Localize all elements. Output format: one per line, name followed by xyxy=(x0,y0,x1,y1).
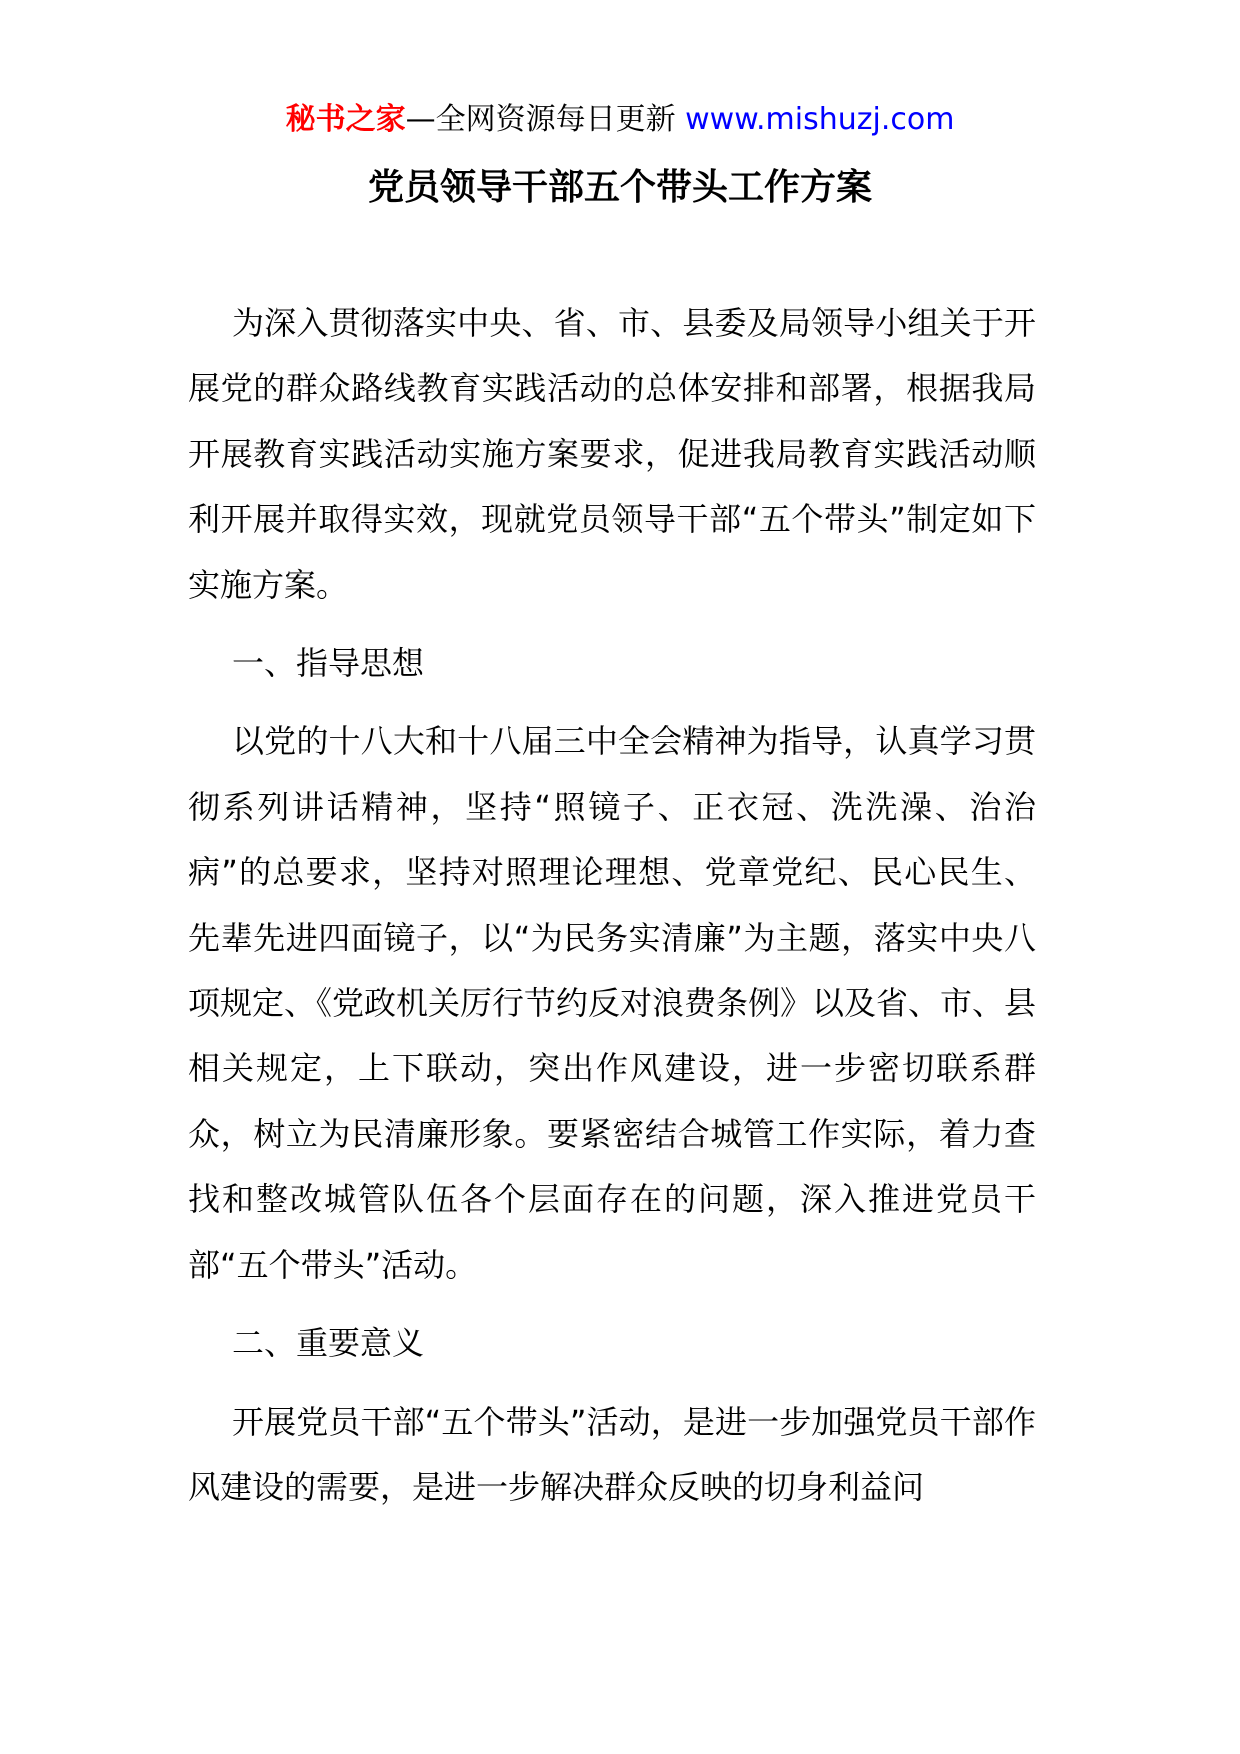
header-tagline: —全网资源每日更新 xyxy=(405,102,676,137)
site-name: 秘书之家 xyxy=(285,102,406,137)
guiding-ideology-paragraph: 以党的十八大和十八届三中全会精神为指导，认真学习贯彻系列讲话精神，坚持“照镜子、正衣冠、洗洗澡、治治病”的总要求，坚持对照理论理想、党章党纪、民心民生、先辈先进四面镜子，以“为民务实清廉”为主题，落实中央八项规定、《党政机关厉行节约反对浪费条例》以及省、市、县相关规定，上下联动，突出作风建设，进一步密切联系群众，树立为民清廉形象。要紧密结合城管工作实际，着力查找和整改城管队伍各个层面存在的问题，深入推进党员干部“五个带头”活动。 xyxy=(188,722,1037,1284)
section-heading-significance: 二、重要意义 xyxy=(232,1324,425,1363)
intro-paragraph: 为深入贯彻落实中央、省、市、县委及局领导小组关于开展党的群众路线教育实践活动的总体安排和部署，根据我局开展教育实践活动实施方案要求，促进我局教育实践活动顺利开展并取得实效，现就党员领导干部“五个带头”制定如下实施方案。 xyxy=(188,304,1036,604)
significance-paragraph: 开展党员干部“五个带头”活动，是进一步加强党员干部作风建设的需要，是进一步解决群众反映的切身利益问 xyxy=(188,1402,1036,1506)
site-url-link[interactable]: www.mishuzj.com xyxy=(685,102,955,137)
section-heading-guiding-ideology: 一、指导思想 xyxy=(232,644,425,683)
page-header xyxy=(0,100,1240,140)
document-title: 党员领导干部五个带头工作方案 xyxy=(367,167,872,208)
document-body xyxy=(188,291,1036,1533)
